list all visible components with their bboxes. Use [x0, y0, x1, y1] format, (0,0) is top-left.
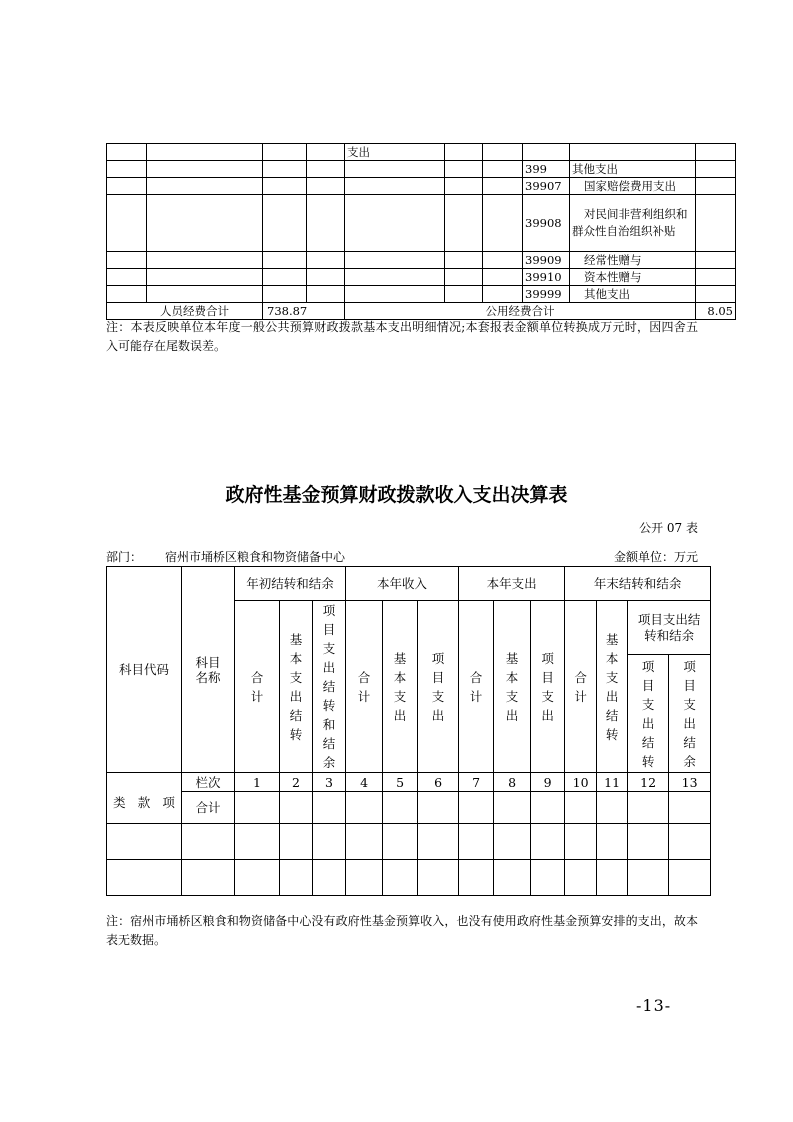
total-row-label: 合计	[182, 792, 235, 824]
column-number: 7	[459, 773, 494, 792]
subject-code: 39999	[523, 286, 570, 303]
kuan-label: 款	[137, 794, 151, 810]
project-surplus-header: 项 目 支 出 结 余	[669, 655, 711, 773]
column-number: 13	[669, 773, 711, 792]
public-total-label: 公用经费合计	[345, 303, 696, 320]
total-row	[107, 792, 711, 824]
total-header: 合 计	[346, 601, 383, 773]
column-number: 10	[565, 773, 597, 792]
project-header: 项 目 支 出	[531, 601, 565, 773]
subject-name: 国家赔偿费用支出	[570, 178, 696, 195]
table-number: 公开 07 表	[639, 521, 698, 535]
subject-code: 39908	[523, 195, 570, 252]
personnel-total-label: 人员经费合计	[107, 303, 263, 320]
table-row	[107, 178, 736, 195]
total-header: 合 计	[235, 601, 280, 773]
table-row	[107, 161, 736, 178]
column-number: 12	[628, 773, 669, 792]
subject-name: 对民间非营利组织和群众性自治组织补贴	[570, 195, 696, 252]
column-number: 8	[494, 773, 531, 792]
department-name: 宿州市埇桥区粮食和物资储备中心	[165, 550, 346, 564]
project-carry-header: 项 目 支 出 结 转	[628, 655, 669, 773]
code-split-cell	[107, 773, 182, 824]
column-row-label: 栏次	[182, 773, 235, 792]
total-header: 合 计	[459, 601, 494, 773]
column-number: 11	[597, 773, 628, 792]
subject-name-header: 科目名称	[182, 567, 235, 773]
project-header: 项 目 支 出	[418, 601, 459, 773]
personnel-total-value: 738.87	[263, 303, 345, 320]
xiang-label: 项	[162, 794, 175, 810]
table-row	[107, 860, 711, 896]
top-note: 注：本表反映单位本年度一般公共预算财政拨款基本支出明细情况;本套报表金额单位转换成万元时，因四舍五入可能存在尾数误差。	[106, 320, 698, 353]
column-number: 2	[280, 773, 313, 792]
government-fund-table	[106, 566, 711, 896]
subject-code: 39907	[523, 178, 570, 195]
basic-carry-header: 基 本 支 出 结 转	[280, 601, 313, 773]
lei-label: 类	[113, 794, 126, 810]
column-number: 1	[235, 773, 280, 792]
column-number: 9	[531, 773, 565, 792]
header-row	[107, 567, 711, 601]
subject-name: 其他支出	[570, 161, 696, 178]
project-carry-surplus-header: 项目支出结转和结余	[628, 601, 711, 655]
page-title: 政府性基金预算财政拨款收入支出决算表	[225, 484, 568, 506]
expense-header: 本年支出	[459, 567, 565, 601]
project-carry-surplus-header: 项 目 支 出 结 转 和 结 余	[313, 601, 346, 773]
amount-unit-label: 金额单位：万元	[613, 550, 698, 564]
subject-name: 资本性赠与	[570, 269, 696, 286]
subject-code-header: 科目代码	[107, 567, 182, 773]
header-fragment: 支出	[345, 144, 445, 161]
begin-balance-header: 年初结转和结余	[235, 567, 346, 601]
column-number: 6	[418, 773, 459, 792]
total-header: 合 计	[565, 601, 597, 773]
total-row	[107, 303, 736, 320]
column-number-row	[107, 773, 711, 792]
public-total-value: 8.05	[696, 303, 736, 320]
bottom-note: 注：宿州市埇桥区粮食和物资储备中心没有政府性基金预算收入，也没有使用政府性基金预算安排的支出，故本表无数据。	[106, 914, 698, 947]
basic-header: 基 本 支 出	[494, 601, 531, 773]
subject-code: 39910	[523, 269, 570, 286]
table-row	[107, 252, 736, 269]
column-number: 3	[313, 773, 346, 792]
page-number: -13-	[636, 996, 672, 1015]
subject-name: 其他支出	[570, 286, 696, 303]
subject-code: 39909	[523, 252, 570, 269]
subject-name: 经常性赠与	[570, 252, 696, 269]
end-balance-header: 年末结转和结余	[565, 567, 711, 601]
table-row	[107, 144, 736, 161]
income-header: 本年收入	[346, 567, 459, 601]
table-row	[107, 195, 736, 252]
column-number: 5	[383, 773, 418, 792]
table-row	[107, 824, 711, 860]
subject-code: 399	[523, 161, 570, 178]
table-row	[107, 286, 736, 303]
table-row	[107, 269, 736, 286]
basic-carry-header: 基 本 支 出 结 转	[597, 601, 628, 773]
department-label: 部门：	[106, 550, 143, 564]
basic-header: 基 本 支 出	[383, 601, 418, 773]
basic-expense-table	[106, 143, 736, 320]
column-number: 4	[346, 773, 383, 792]
